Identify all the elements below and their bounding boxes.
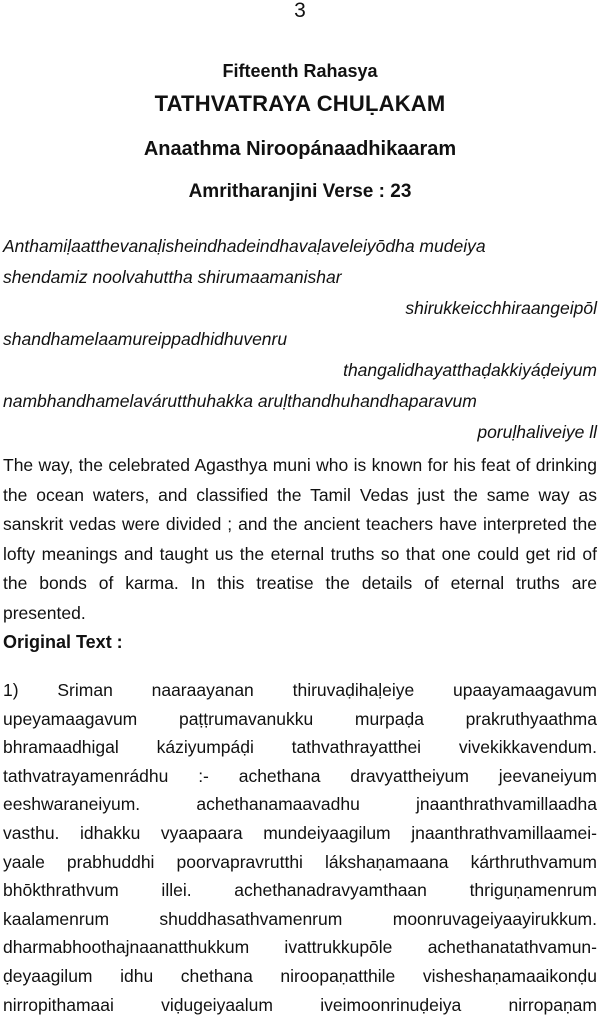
original-line: bhōkthrathvum illei. achethanadravyamthaan thriguṇamenrum bbox=[3, 880, 597, 901]
original-line: upeyamaagavum paṭṭrumavanukku murpaḍa prakruthyaathma bbox=[3, 708, 597, 729]
verse-block bbox=[3, 231, 597, 448]
chapter-subtitle: Anaathma Niroopánaadhikaaram bbox=[143, 138, 457, 160]
original-line: dharmabhoothajnaanatthukkum ivattrukkupōle achethanatathvamun- bbox=[3, 937, 597, 958]
verse-line: poruḷhaliveiye ll bbox=[477, 422, 597, 442]
original-line: eeshwaraneiyum. achethanamaavadhu jnaanthrathvamillaadha bbox=[3, 794, 597, 815]
original-line: nirropithamaai viḍugeiyaalum iveimoonrinuḍeiya nirropaṇam bbox=[3, 994, 597, 1015]
original-line: vasthu. idhakku vyaapaara mundeiyaagilum jnaanthrathvamillaamei- bbox=[3, 822, 597, 843]
original-text-heading: Original Text : bbox=[3, 632, 123, 652]
original-line: yaale prabhuddhi poorvapravrutthi lákshaṇamaana kárthruthvamum bbox=[3, 851, 597, 872]
original-line: kaalamenrum shuddhasathvamenrum moonruvageiyaayirukkum. bbox=[3, 908, 597, 929]
original-line: bhramaadhigal káziyumpáḍi tathvathrayatthei vivekikkavendum. bbox=[3, 737, 597, 758]
original-line: tathvatrayamenrádhu :- achethana dravyattheiyum jeevaneiyum bbox=[3, 765, 597, 786]
page-title: TATHVATRAYA CHUḶAKAM bbox=[154, 91, 446, 116]
verse-line: shendamiz noolvahuttha shirumaamanishar bbox=[3, 267, 342, 287]
verse-line: shirukkeicchhiraangeipōl bbox=[405, 298, 597, 318]
verse-line: nambhandhamelavárutthuhakka aruḷthandhuhandhaparavum bbox=[3, 391, 477, 411]
verse-heading: Amritharanjini Verse : 23 bbox=[188, 181, 412, 202]
page-number: 3 bbox=[294, 0, 306, 22]
rahasya-heading: Fifteenth Rahasya bbox=[222, 61, 378, 81]
original-line: ḍeyaagilum idhu chethana niroopaṇatthile visheshaṇamaaikonḍu bbox=[3, 965, 597, 986]
original-line: 1) Sriman naaraayanan thiruvaḍihaḷeiye upaayamaagavum bbox=[3, 680, 597, 700]
verse-line: thangalidhayatthaḍakkiyáḍeiyum bbox=[343, 360, 597, 380]
translation-paragraph: The way, the celebrated Agasthya muni who is known for his feat of drinking the ocean waters, and classified the Tamil Vedas just the same way as sanskrit vedas were divided ; and the ancient teachers have interpreted the lofty meanings and taught us the eternal truths so that one could get rid of the bonds of karma. In this treatise the details of eternal truths are presented. bbox=[3, 455, 597, 623]
verse-line: Anthamiḷaatthevanaḷisheindhadeindhavaḷaveleiyōdha mudeiya bbox=[3, 236, 486, 256]
verse-line: shandhamelaamureippadhidhuvenru bbox=[3, 329, 288, 349]
original-text-block bbox=[3, 676, 597, 1019]
